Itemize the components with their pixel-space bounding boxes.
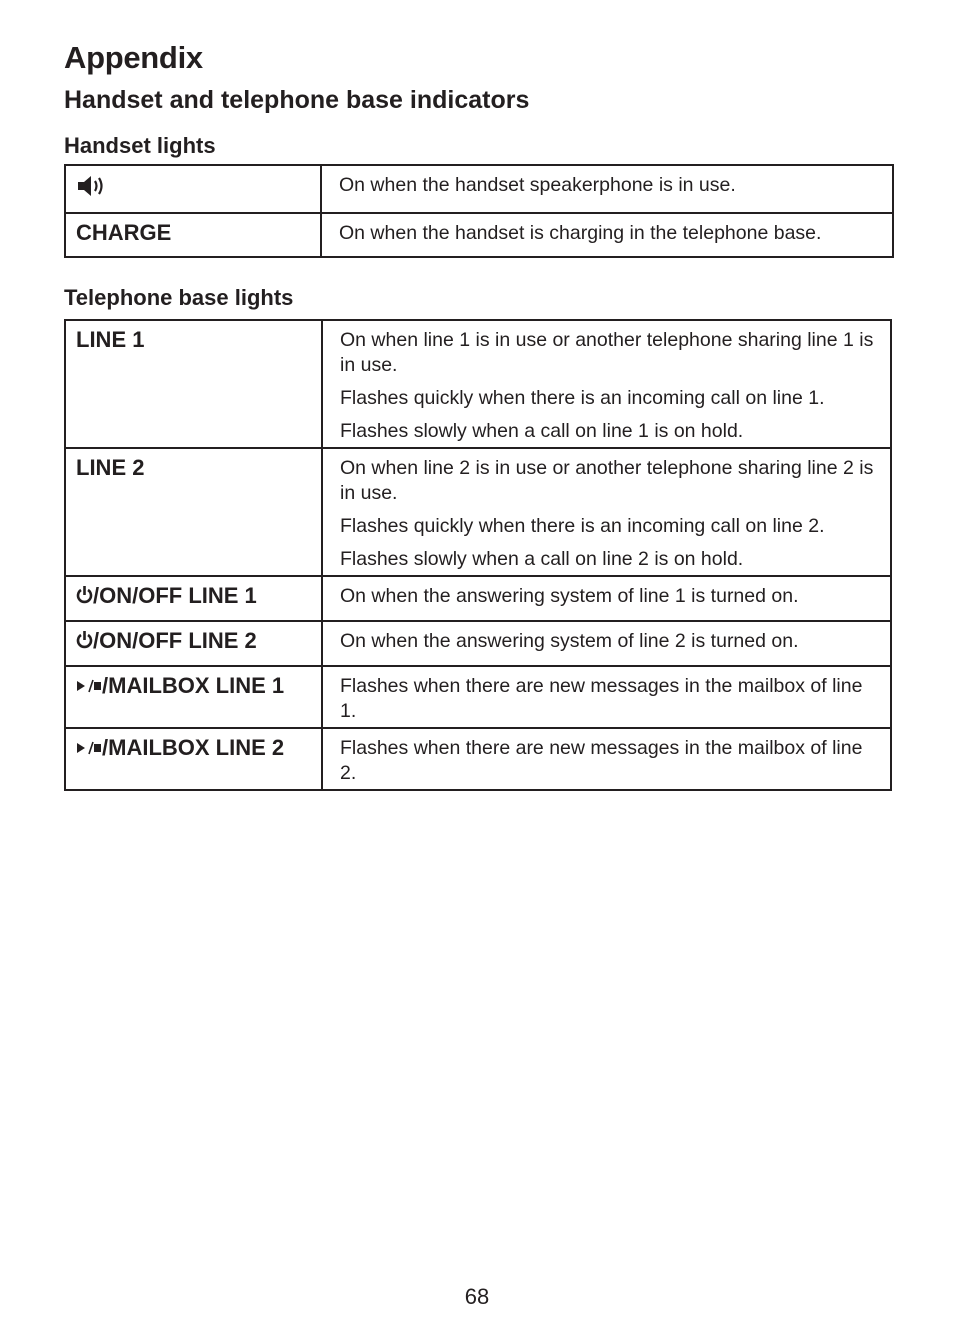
handset-lights-table: [64, 164, 894, 258]
play-stop-icon: [76, 678, 102, 694]
indicator-label: /ON/OFF LINE 1: [93, 583, 257, 608]
table-row: [65, 621, 891, 666]
indicator-description-cell: [322, 666, 891, 728]
play-stop-icon: [76, 740, 102, 756]
page-number: 68: [464, 1284, 490, 1309]
indicator-description-cell: [321, 213, 893, 257]
indicator-description: On when line 2 is in use or another telephone sharing line 2 is in use.: [340, 457, 874, 504]
indicator-description-cell: [321, 165, 893, 213]
indicator-description-cell: [322, 320, 891, 448]
indicator-description: On when line 1 is in use or another telephone sharing line 1 is in use.: [340, 329, 874, 376]
indicator-label: /MAILBOX LINE 1: [102, 673, 285, 698]
indicator-description: Flashes slowly when a call on line 1 is on hold.: [340, 420, 744, 442]
table-row: [65, 448, 891, 576]
table-row: [65, 213, 893, 257]
indicator-label: /ON/OFF LINE 2: [93, 628, 257, 653]
indicator-name-cell: [65, 728, 322, 790]
indicator-description: On when the answering system of line 1 is turned on.: [340, 585, 799, 607]
table-row: [65, 576, 891, 621]
indicator-description: Flashes when there are new messages in the mailbox of line 2.: [340, 737, 863, 784]
indicator-name-cell: [65, 666, 322, 728]
indicator-name-cell: [65, 320, 322, 448]
handset-lights-title: Handset lights: [64, 133, 216, 158]
table-row: [65, 728, 891, 790]
power-icon: [76, 585, 93, 605]
indicator-label: LINE 2: [76, 455, 145, 480]
indicator-name-cell: [65, 576, 322, 621]
indicator-description-cell: [322, 448, 891, 576]
indicator-label: CHARGE: [76, 220, 172, 245]
indicator-description-cell: [322, 576, 891, 621]
table-row: [65, 666, 891, 728]
base-lights-title: Telephone base lights: [64, 285, 294, 310]
indicator-name-cell: [65, 621, 322, 666]
base-lights-table: [64, 319, 892, 791]
indicator-name-cell: [65, 448, 322, 576]
indicator-description: On when the handset speakerphone is in use.: [339, 174, 736, 196]
indicator-description-cell: [322, 621, 891, 666]
indicator-name-cell: [65, 213, 321, 257]
indicator-description: Flashes when there are new messages in the mailbox of line 1.: [340, 675, 863, 722]
indicator-description: On when the handset is charging in the telephone base.: [339, 222, 822, 244]
table-row: [65, 165, 893, 213]
indicator-description-cell: [322, 728, 891, 790]
indicator-description: Flashes quickly when there is an incoming call on line 2.: [340, 515, 825, 537]
table-row: [65, 320, 891, 448]
indicator-description: Flashes quickly when there is an incoming call on line 1.: [340, 387, 825, 409]
indicator-name-cell: [65, 165, 321, 213]
speakerphone-icon: [76, 173, 108, 199]
indicator-description: On when the answering system of line 2 is turned on.: [340, 630, 799, 652]
indicator-label: /MAILBOX LINE 2: [102, 735, 285, 760]
page-title: Appendix: [64, 40, 203, 75]
power-icon: [76, 630, 93, 650]
indicator-label: LINE 1: [76, 327, 145, 352]
indicator-description: Flashes slowly when a call on line 2 is on hold.: [340, 548, 744, 570]
section-title: Handset and telephone base indicators: [64, 86, 530, 114]
